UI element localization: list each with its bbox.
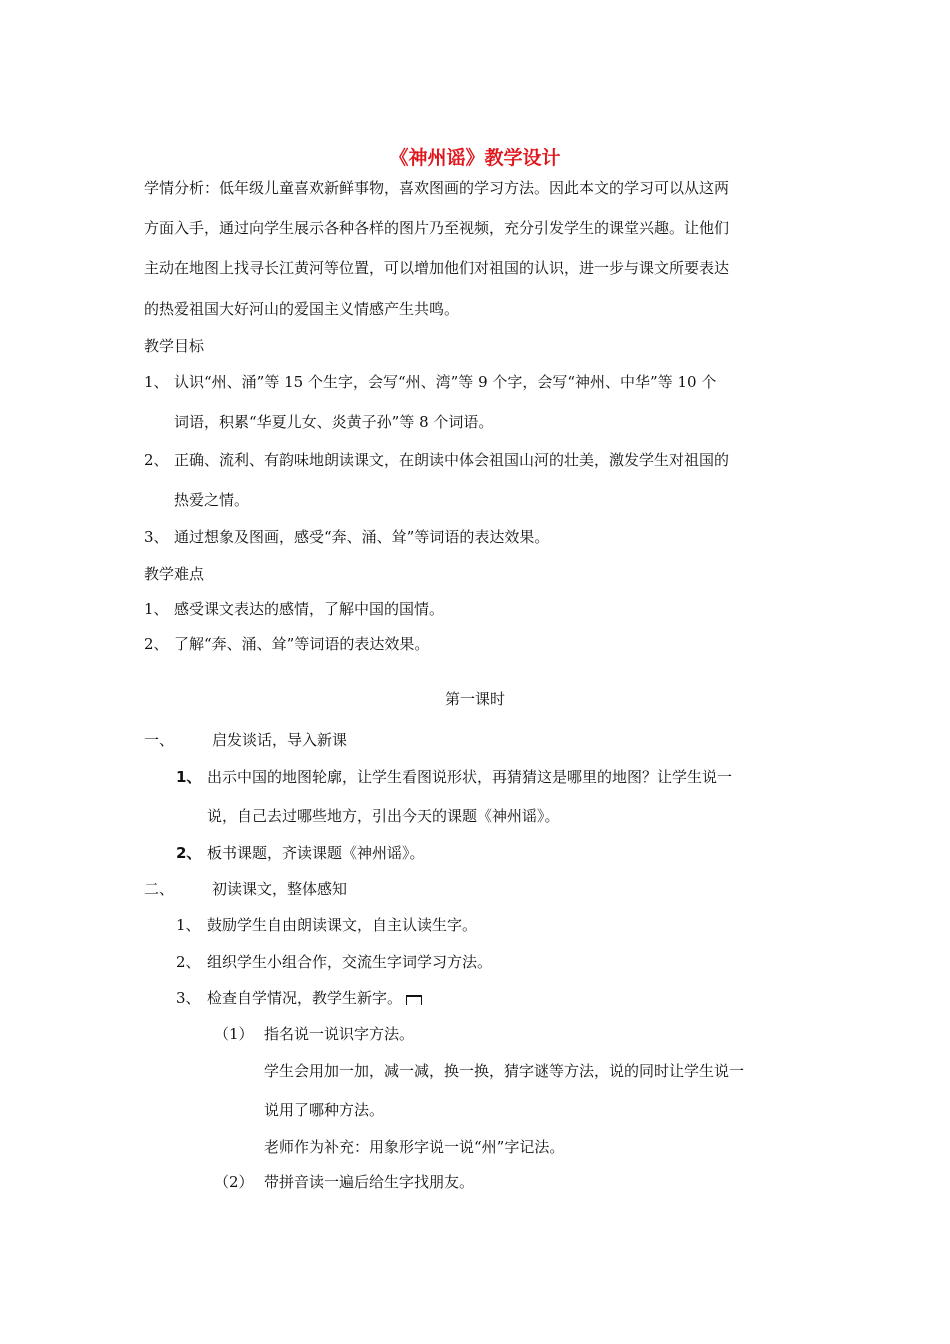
- section-2-item-3-wrapper: [207, 988, 422, 1008]
- section-1-item-2-text: 板书课题，齐读课题《神州谣》。: [207, 844, 425, 862]
- section-2-number: 二、: [144, 880, 175, 898]
- section-2-item-1-number: 1、: [176, 916, 201, 934]
- section-2-item-1-text: 鼓励学生自由朗读课文，自主认读生字。: [207, 916, 478, 934]
- goals-heading: 教学目标: [144, 337, 205, 355]
- sub-item-1-para-1-line-2: 说用了哪种方法。: [264, 1101, 385, 1119]
- analysis-line-4: 的热爱祖国大好河山的爱国主义情感产生共鸣。: [144, 300, 460, 318]
- goal-1-line-2: 词语，积累“华夏儿女、炎黄子孙”等 8 个词语。: [174, 413, 494, 431]
- sub-item-1-number: （1）: [214, 1025, 254, 1043]
- text-cursor-mark-icon: [406, 995, 422, 1005]
- goal-2-number: 2、: [144, 451, 169, 469]
- goal-1-number: 1、: [144, 373, 169, 391]
- goal-2-line-2: 热爱之情。: [174, 491, 250, 509]
- sub-item-2-text: 带拼音读一遍后给生字找朋友。: [264, 1173, 475, 1191]
- difficulty-1-number: 1、: [144, 600, 169, 618]
- section-1-item-1-number: 1、: [176, 768, 202, 786]
- section-2-item-3-text: 检查自学情况，教学生新字。: [207, 989, 403, 1007]
- difficulty-1-text: 感受课文表达的感情，了解中国的国情。: [174, 600, 445, 618]
- sub-item-1-text: 指名说一说识字方法。: [264, 1025, 415, 1043]
- section-1-item-1-line-2: 说，自己去过哪些地方，引出今天的课题《神州谣》。: [207, 807, 560, 825]
- difficulty-2-number: 2、: [144, 635, 169, 653]
- section-1-item-1-line-1: 出示中国的地图轮廓，让学生看图说形状，再猜猜这是哪里的地图？让学生说一: [207, 768, 733, 786]
- section-1-title: 启发谈话，导入新课: [212, 731, 348, 749]
- section-2-title: 初读课文，整体感知: [212, 880, 348, 898]
- goal-1-line-1: 认识“州、涌”等 15 个生字，会写“州、湾”等 9 个字，会写“神州、中华”等 10 个: [174, 373, 717, 391]
- section-2-item-3-number: 3、: [176, 989, 201, 1007]
- section-1-item-2-number: 2、: [176, 844, 202, 862]
- analysis-line-1: 学情分析：低年级儿童喜欢新鲜事物，喜欢图画的学习方法。因此本文的学习可以从这两: [144, 179, 730, 197]
- goal-3-number: 3、: [144, 528, 169, 546]
- sub-item-2-number: （2）: [214, 1173, 254, 1191]
- section-2-item-2-number: 2、: [176, 953, 201, 971]
- goal-3-line-1: 通过想象及图画，感受“奔、涌、耸”等词语的表达效果。: [174, 528, 550, 546]
- goal-2-line-1: 正确、流利、有韵味地朗读课文，在朗读中体会祖国山河的壮美，激发学生对祖国的: [174, 451, 730, 469]
- difficulties-heading: 教学难点: [144, 565, 205, 583]
- sub-item-1-para-2: 老师作为补充：用象形字说一说“州”字记法。: [264, 1138, 565, 1156]
- document-title: 《神州谣》教学设计: [389, 147, 561, 169]
- difficulty-2-text: 了解“奔、涌、耸”等词语的表达效果。: [174, 635, 430, 653]
- sub-item-1-para-1-line-1: 学生会用加一加，减一减，换一换，猜字谜等方法，说的同时让学生说一: [264, 1062, 745, 1080]
- analysis-line-2: 方面入手，通过向学生展示各种各样的图片乃至视频，充分引发学生的课堂兴趣。让他们: [144, 219, 730, 237]
- lesson-1-heading: 第一课时: [444, 690, 505, 708]
- section-2-item-2-text: 组织学生小组合作，交流生字词学习方法。: [207, 953, 493, 971]
- analysis-line-3: 主动在地图上找寻长江黄河等位置，可以增加他们对祖国的认识，进一步与课文所要表达: [144, 259, 730, 277]
- section-1-number: 一、: [144, 731, 175, 749]
